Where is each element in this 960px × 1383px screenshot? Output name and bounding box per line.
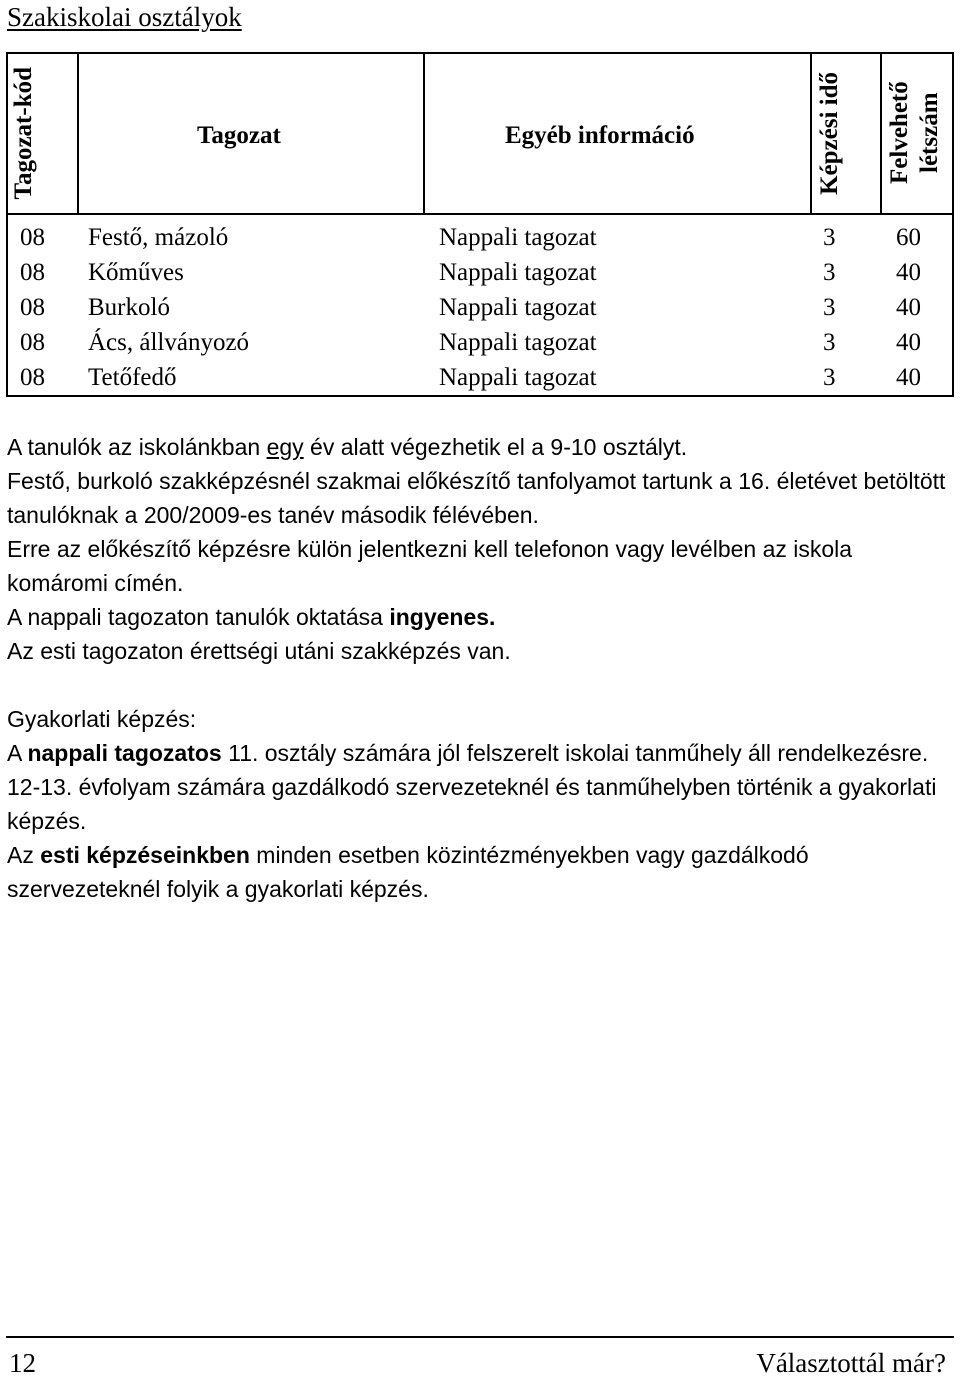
table-row <box>0 255 960 290</box>
table-row <box>0 290 960 325</box>
footer-text: Választottál már? <box>756 1348 946 1378</box>
practical-paragraph: Az esti képzéseinkben minden esetben közintézményekben vagy gazdálkodó szervezeteknél folyik a gyakorlati képzés. <box>7 842 809 902</box>
cell-ido: 3 <box>823 224 836 251</box>
cell-tagozat: Kőműves <box>88 259 184 286</box>
cell-letszam: 40 <box>896 329 921 356</box>
cell-info: Nappali tagozat <box>439 294 597 321</box>
cell-letszam: 40 <box>896 259 921 286</box>
cell-info: Nappali tagozat <box>439 224 597 251</box>
cell-kod: 08 <box>20 259 45 286</box>
note-line: A tanulók az iskolánkban egy év alatt végezhetik el a 9-10 osztályt. <box>7 434 688 460</box>
page-number: 12 <box>9 1348 36 1378</box>
cell-info: Nappali tagozat <box>439 364 597 391</box>
table-row <box>0 360 960 395</box>
header-tagozat: Tagozat <box>197 122 281 149</box>
cell-tagozat: Tetőfedő <box>88 364 177 391</box>
cell-kod: 08 <box>20 329 45 356</box>
cell-ido: 3 <box>823 294 836 321</box>
table-row <box>0 220 960 255</box>
cell-tagozat: Festő, mázoló <box>88 224 229 251</box>
cell-info: Nappali tagozat <box>439 259 597 286</box>
footer-rule <box>6 1336 954 1338</box>
cell-info: Nappali tagozat <box>439 329 597 356</box>
header-egyeb: Egyéb információ <box>505 122 695 149</box>
practical-section <box>7 702 952 906</box>
practical-paragraph: A nappali tagozatos 11. osztály számára jól felszerelt iskolai tanműhely áll rendelkezésre. <box>7 740 929 766</box>
cell-kod: 08 <box>20 224 45 251</box>
cell-ido: 3 <box>823 329 836 356</box>
cell-kod: 08 <box>20 294 45 321</box>
note-line: A nappali tagozaton tanulók oktatása ingyenes. <box>7 604 496 630</box>
cell-ido: 3 <box>823 259 836 286</box>
notes-section <box>7 430 952 668</box>
cell-letszam: 40 <box>896 294 921 321</box>
cell-kod: 08 <box>20 364 45 391</box>
cell-tagozat: Burkoló <box>88 294 170 321</box>
note-line: Festő, burkoló szakképzésnél szakmai előkészítő tanfolyamot tartunk a 16. életévet betöltött tanulóknak a 200/2009-es tanév második félévében. <box>7 468 946 528</box>
page-title: Szakiskolai osztályok <box>7 2 242 32</box>
cell-letszam: 60 <box>896 224 921 251</box>
header-ido: Képzési idő <box>816 71 843 195</box>
table-divider <box>77 52 79 214</box>
header-letszam: Felvehető létszám <box>886 81 943 185</box>
header-kod: Tagozat-kód <box>9 66 37 200</box>
note-line: Az esti tagozaton érettségi utáni szakképzés van. <box>7 638 511 664</box>
cell-ido: 3 <box>823 364 836 391</box>
cell-letszam: 40 <box>896 364 921 391</box>
practical-heading: Gyakorlati képzés: <box>7 706 197 732</box>
table-row <box>0 325 960 360</box>
note-line: Erre az előkészítő képzésre külön jelentkezni kell telefonon vagy levélben az iskola komáromi címén. <box>7 536 853 596</box>
table-divider <box>423 52 425 214</box>
practical-paragraph: 12-13. évfolyam számára gazdálkodó szervezeteknél és tanműhelyben történik a gyakorlati képzés. <box>7 774 937 834</box>
cell-tagozat: Ács, állványozó <box>88 329 250 356</box>
